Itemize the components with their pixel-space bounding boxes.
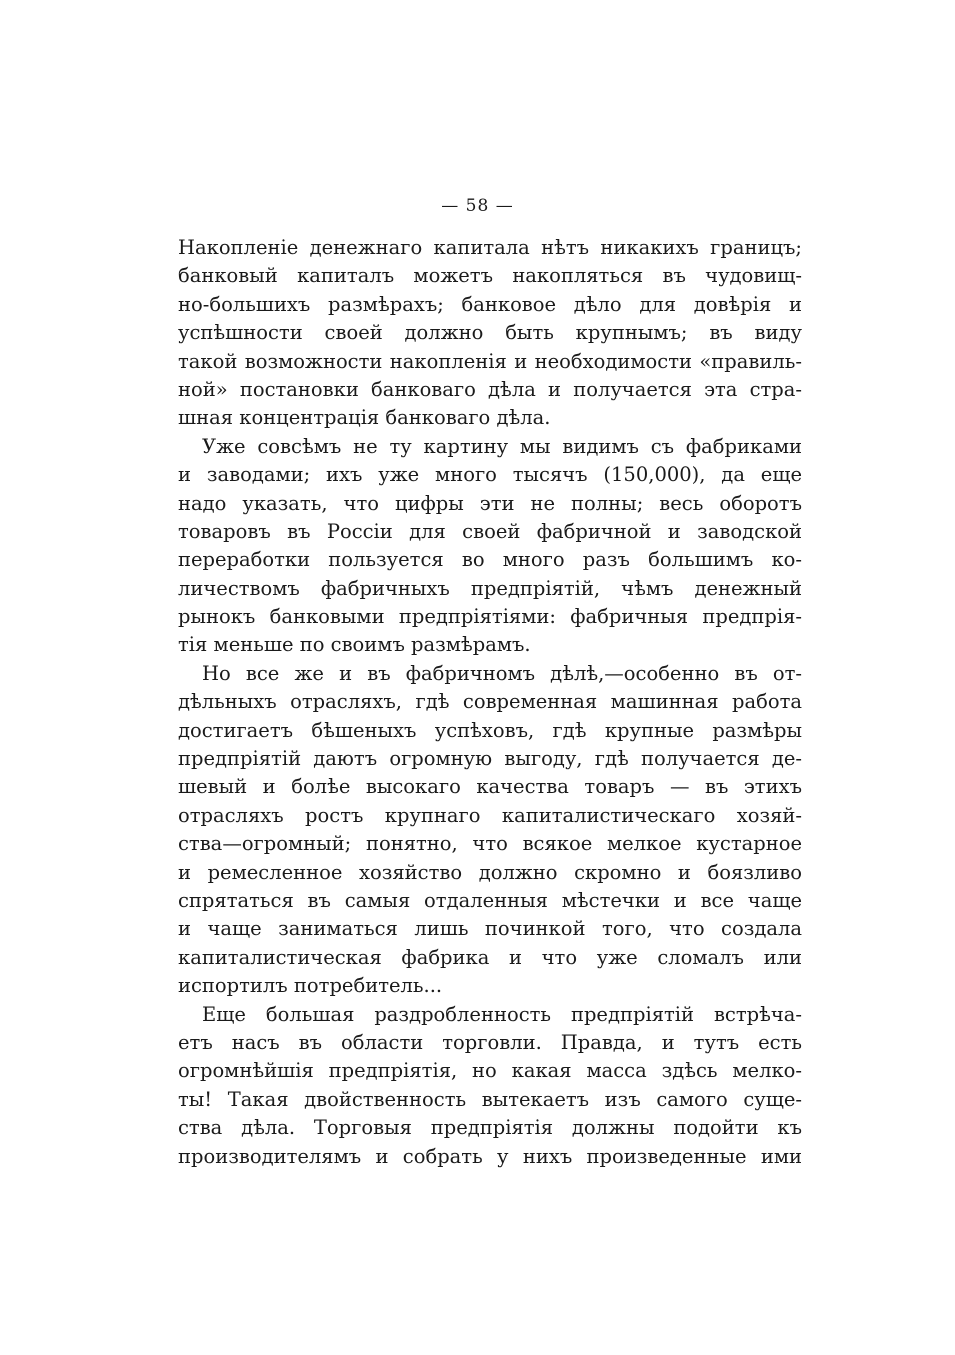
text-line: Но все же и въ фабричномъ дѣлѣ,—особенно въ от-	[202, 661, 802, 685]
text-line: Уже совсѣмъ не ту картину мы видимъ съ фабриками	[202, 434, 802, 458]
text-line: но-большихъ размѣрахъ; банковое дѣло для довѣрія и	[178, 292, 802, 316]
paragraph-2	[178, 433, 802, 660]
page-number: — 58 —	[441, 196, 514, 216]
text-line: испортилъ потребитель...	[178, 974, 443, 998]
text-line: капиталистическая фабрика и что уже сломалъ или	[178, 945, 802, 969]
text-line: достигаетъ бѣшеныхъ успѣховъ, гдѣ крупные размѣры	[178, 718, 802, 742]
text-line: шевый и болѣе высокаго качества товаръ — въ этихъ	[178, 775, 802, 799]
text-line: ной» постановки банковаго дѣла и получается эта стра-	[178, 377, 802, 401]
text-line: тія меньше по своимъ размѣрамъ.	[178, 633, 531, 657]
text-line: такой возможности накопленія и необходимости «правиль-	[178, 349, 802, 373]
text-line: переработки пользуется во много разъ большимъ ко-	[178, 548, 802, 572]
text-line: Еще большая раздробленность предпріятій встрѣча-	[202, 1002, 802, 1026]
text-line: производителямъ и собрать у нихъ произведенные ими	[178, 1144, 802, 1168]
paragraph-3	[178, 660, 802, 1001]
text-line: шная концентрація банковаго дѣла.	[178, 406, 551, 430]
text-line: огромнѣйшія предпріятія, но какая масса здѣсь мелко-	[178, 1059, 802, 1083]
text-line: успѣшности своей должно быть крупнымъ; въ виду	[178, 321, 802, 345]
text-line: предпріятій даютъ огромную выгоду, гдѣ получается де-	[178, 747, 802, 771]
text-line: надо указать, что цифры эти не полны; весь оборотъ	[178, 491, 802, 515]
text-line: товаровъ въ Россіи для своей фабричной и заводской	[178, 519, 802, 543]
text-line: и ремесленное хозяйство должно скромно и боязливо	[178, 860, 802, 884]
text-line: етъ насъ въ области торговли. Правда, и тутъ есть	[178, 1030, 802, 1054]
text-line: Накопленіе денежнаго капитала нѣтъ никакихъ границъ;	[178, 236, 802, 259]
text-line: рынокъ банковыми предпріятіями: фабричныя предпрія-	[178, 605, 802, 629]
text-line: ства—огромный; понятно, что всякое мелкое кустарное	[178, 832, 802, 856]
paragraph-1	[178, 234, 802, 433]
text-body	[178, 234, 802, 1171]
text-line: ства дѣла. Торговыя предпріятія должны подойти къ	[178, 1116, 802, 1140]
text-line: банковый капиталъ можетъ накопляться въ чудовищ-	[178, 264, 802, 288]
text-line: спрятаться въ самыя отдаленныя мѣстечки и все чаще	[178, 888, 802, 912]
text-line: дѣльныхъ отрасляхъ, гдѣ современная машинная работа	[178, 690, 802, 714]
text-line: отрасляхъ ростъ крупнаго капиталистическаго хозяй-	[178, 803, 802, 827]
text-line: ты! Такая двойственность вытекаетъ изъ самого суще-	[178, 1087, 802, 1111]
text-line: и заводами; ихъ уже много тысячъ (150,000), да еще	[178, 463, 802, 487]
paragraph-4	[178, 1001, 802, 1171]
text-line: и чаще заниматься лишь починкой того, что создала	[178, 917, 802, 941]
text-line: личествомъ фабричныхъ предпріятій, чѣмъ денежный	[178, 576, 802, 600]
